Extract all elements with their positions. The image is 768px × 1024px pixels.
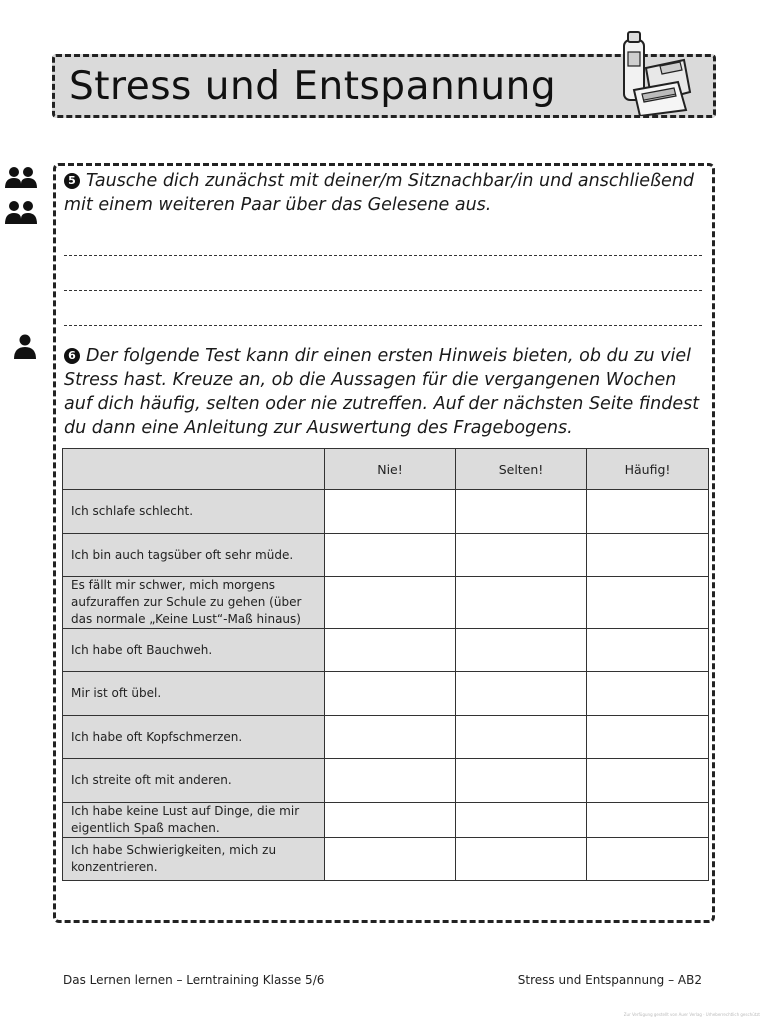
- checkbox-cell-nie[interactable]: [325, 577, 456, 629]
- task-number-5: 5: [64, 173, 80, 189]
- header-haeufig: Häufig!: [587, 449, 709, 490]
- table-row: [63, 577, 709, 629]
- lunchbox-bottle-icon: [616, 30, 694, 116]
- table-header-row: [63, 449, 709, 490]
- checkbox-cell-selten[interactable]: [456, 838, 587, 881]
- statement-cell: Ich habe oft Bauchweh.: [63, 629, 325, 672]
- checkbox-cell-selten[interactable]: [456, 629, 587, 672]
- checkbox-cell-haeufig[interactable]: [587, 759, 709, 803]
- checkbox-cell-haeufig[interactable]: [587, 803, 709, 838]
- task-5-text: [64, 169, 709, 217]
- checkbox-cell-haeufig[interactable]: [587, 577, 709, 629]
- checkbox-cell-nie[interactable]: [325, 629, 456, 672]
- table-row: [63, 672, 709, 716]
- checkbox-cell-nie[interactable]: [325, 490, 456, 534]
- header-selten: Selten!: [456, 449, 587, 490]
- write-line-3[interactable]: [64, 325, 702, 326]
- write-line-1[interactable]: [64, 255, 702, 256]
- table-row: [63, 759, 709, 803]
- checkbox-cell-haeufig[interactable]: [587, 716, 709, 759]
- footer-left: Das Lernen lernen – Lerntraining Klasse 5/6: [63, 973, 325, 987]
- checkbox-cell-selten[interactable]: [456, 759, 587, 803]
- table-row: [63, 803, 709, 838]
- checkbox-cell-nie[interactable]: [325, 759, 456, 803]
- checkbox-cell-nie[interactable]: [325, 803, 456, 838]
- checkbox-cell-haeufig[interactable]: [587, 629, 709, 672]
- checkbox-cell-selten[interactable]: [456, 716, 587, 759]
- table-row: [63, 629, 709, 672]
- task-number-6: 6: [64, 348, 80, 364]
- task-6-instruction: Der folgende Test kann dir einen ersten Hinweis bieten, ob du zu viel Stress hast. Kreuze an, ob die Aussagen für die vergangenen Wochen auf dich häufig, selten oder nie zutreffen. Auf der nächsten Seite findest du dann eine Anleitung zur Auswertung des Fragebogens.: [64, 346, 700, 438]
- table-row: [63, 838, 709, 881]
- statement-cell: Mir ist oft übel.: [63, 672, 325, 716]
- statement-cell: Es fällt mir schwer, mich morgens aufzuraffen zur Schule zu gehen (über das normale „Keine Lust“-Maß hinaus): [63, 577, 325, 629]
- single-person-icon: [13, 334, 37, 360]
- page-title: Stress und Entspannung: [69, 64, 557, 109]
- table-row: [63, 534, 709, 577]
- checkbox-cell-nie[interactable]: [325, 672, 456, 716]
- statement-cell: Ich habe keine Lust auf Dinge, die mir eigentlich Spaß machen.: [63, 803, 325, 838]
- checkbox-cell-selten[interactable]: [456, 577, 587, 629]
- statement-cell: Ich schlafe schlecht.: [63, 490, 325, 534]
- checkbox-cell-nie[interactable]: [325, 534, 456, 577]
- header-nie: Nie!: [325, 449, 456, 490]
- statement-cell: Ich habe Schwierigkeiten, mich zu konzentrieren.: [63, 838, 325, 881]
- statement-cell: Ich bin auch tagsüber oft sehr müde.: [63, 534, 325, 577]
- checkbox-cell-haeufig[interactable]: [587, 534, 709, 577]
- footer-right: Stress und Entspannung – AB2: [517, 973, 702, 987]
- checkbox-cell-nie[interactable]: [325, 838, 456, 881]
- table-row: [63, 716, 709, 759]
- checkbox-cell-selten[interactable]: [456, 672, 587, 716]
- checkbox-cell-nie[interactable]: [325, 716, 456, 759]
- checkbox-cell-haeufig[interactable]: [587, 490, 709, 534]
- checkbox-cell-selten[interactable]: [456, 803, 587, 838]
- statement-cell: Ich streite oft mit anderen.: [63, 759, 325, 803]
- task-5-instruction: Tausche dich zunächst mit deiner/m Sitznachbar/in und anschließend mit einem weiteren Paar über das Gelesene aus.: [64, 171, 695, 215]
- task-6-text: [64, 344, 709, 440]
- statement-cell: Ich habe oft Kopfschmerzen.: [63, 716, 325, 759]
- pair-of-pairs-icon: [3, 166, 39, 228]
- checkbox-cell-selten[interactable]: [456, 534, 587, 577]
- stress-questionnaire-table: [62, 448, 709, 881]
- table-row: [63, 490, 709, 534]
- checkbox-cell-haeufig[interactable]: [587, 838, 709, 881]
- write-line-2[interactable]: [64, 290, 702, 291]
- copyright-fine-print: Zur Verfügung gestellt von Auer Verlag · Urheberrechtlich geschützt: [623, 1012, 760, 1017]
- header-statement: [63, 449, 325, 490]
- checkbox-cell-selten[interactable]: [456, 490, 587, 534]
- checkbox-cell-haeufig[interactable]: [587, 672, 709, 716]
